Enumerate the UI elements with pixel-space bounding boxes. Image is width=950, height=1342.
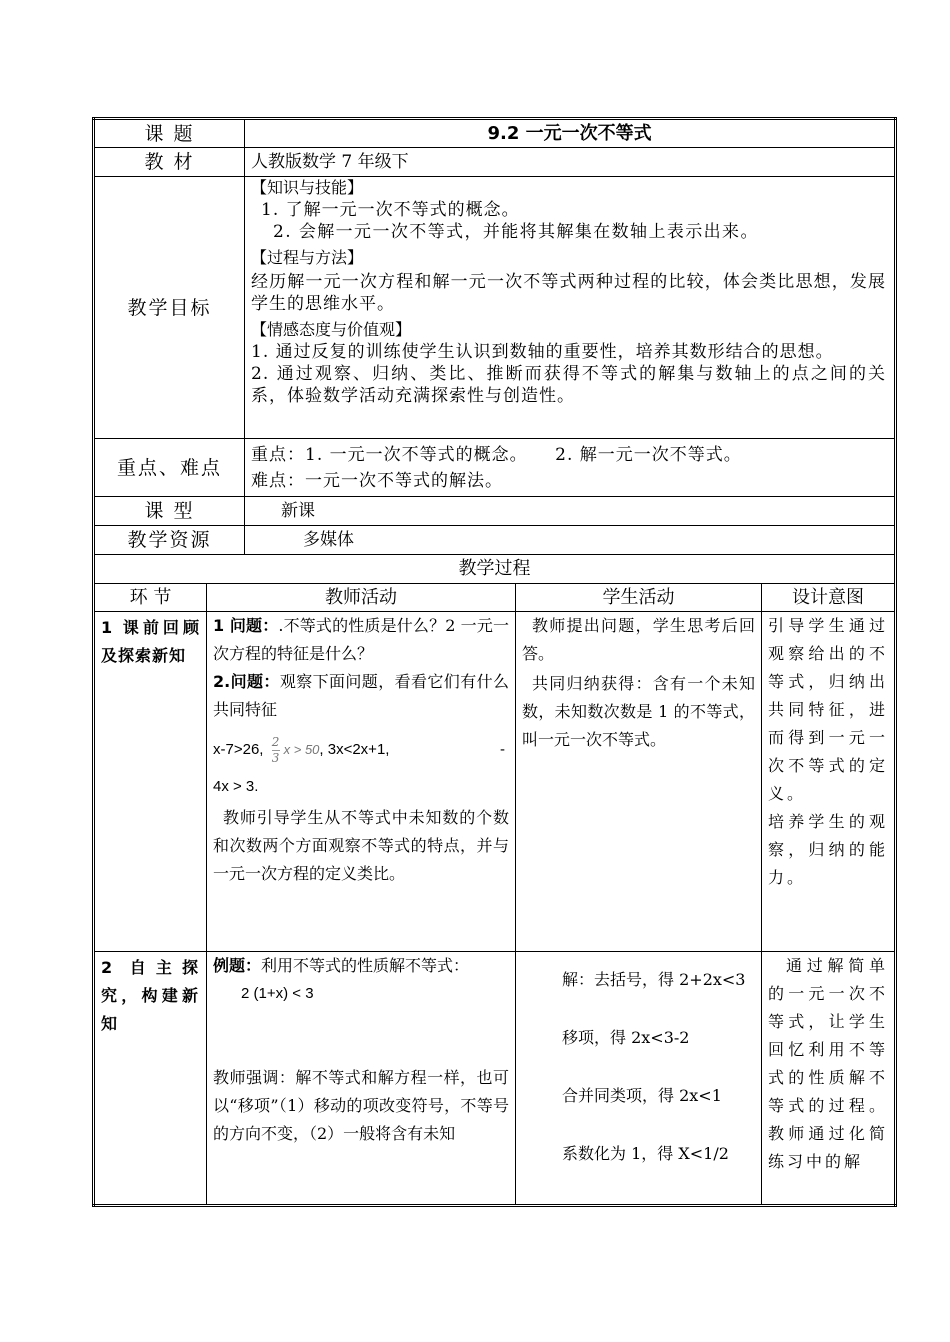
resources-value: 多媒体 [245, 526, 896, 555]
knowledge-heading: 【知识与技能】 [251, 178, 364, 197]
stage-1-question-2 [213, 668, 509, 724]
lesson-plan-table [92, 117, 897, 1207]
knowledge-item-1: 1. 了解一元一次不等式的概念。 [261, 200, 520, 220]
difficult-point-line: 难点：一元一次不等式的解法。 [251, 470, 504, 491]
fraction-denominator: 3 [271, 750, 280, 765]
fraction-numerator: 2 [271, 734, 280, 749]
teacher-emphasis: 教师强调：解不等式和解方程一样，也可以“移项”（1）移动的项改变符号，不等号的方向不变，（2）一般将含有未知 [213, 1068, 510, 1143]
intent-text-1: 引导学生通过观察给出的不等式，归纳出共同特征，进而得到一元一次不等式的定义。 [768, 616, 889, 803]
goals-row [94, 177, 896, 439]
fraction-two-thirds [272, 736, 280, 765]
process-title-row [94, 555, 896, 584]
stage-1-student [516, 612, 762, 952]
column-header-teacher: 教师活动 [207, 584, 516, 612]
inequality-a: x-7>26, [213, 741, 264, 758]
student-activity-1: 教师提出问题，学生思考后回答。 [522, 616, 756, 663]
textbook-label: 教 材 [94, 148, 245, 177]
teacher-guide-text: 教师引导学生从不等式中未知数的个数和次数两个方面观察不等式的特点，并与一元一次方程的定义类比。 [213, 808, 510, 883]
column-header-stage: 环 节 [94, 584, 207, 612]
inequality-b: , 3x<2x+1, [319, 741, 390, 758]
key-points-label: 重点、难点 [94, 439, 245, 497]
question-1-label: 1 问题： [213, 616, 279, 635]
column-header-student: 学生活动 [516, 584, 762, 612]
process-text: 经历解一元一次方程和解一元一次不等式两种过程的比较，体会类比思想，发展学生的思维水平。 [251, 272, 887, 314]
lesson-type-row [94, 497, 896, 526]
stage-2-teacher [207, 952, 516, 1206]
textbook-value: 人教版数学 7 年级下 [245, 148, 896, 177]
textbook-row [94, 148, 896, 177]
example-expression: 2 (1+x) < 3 [241, 985, 314, 1002]
lesson-type-value: 新课 [245, 497, 896, 526]
key-point-line: 重点：1. 一元一次不等式的概念。 2. 解一元一次不等式。 [251, 444, 742, 465]
example-line [213, 952, 509, 980]
solution-step-3: 合并同类项，得 2x<1 [562, 1086, 722, 1105]
fraction-rest: x > 50 [283, 742, 320, 757]
goals-label: 教学目标 [94, 177, 245, 439]
lesson-plan-page [92, 117, 889, 1207]
key-points-content [245, 439, 896, 497]
inequality-c: 4x > 3. [213, 778, 259, 795]
stage-1-question-1 [213, 612, 509, 668]
topic-value: 9.2 一元一次不等式 [245, 119, 896, 148]
solution-step-2: 移项，得 2x<3-2 [562, 1028, 690, 1047]
emotion-item-1: 1. 通过反复的训练使学生认识到数轴的重要性，培养其数形结合的思想。 [251, 342, 834, 362]
example-text: 利用不等式的性质解不等式： [261, 956, 470, 975]
question-1-text: .不等式的性质是什么？2 一元一次方程的特征是什么？ [213, 616, 509, 663]
stage-2-intent [762, 952, 896, 1206]
stage-2-row [94, 952, 896, 1206]
stage-2-name: 2 自主探究，构建新知 [94, 952, 207, 1206]
question-2-label: 2.问题： [213, 672, 280, 691]
knowledge-item-2: 2. 会解一元一次不等式，并能将其解集在数轴上表示出来。 [273, 222, 759, 242]
student-activity-2: 共同归纳获得：含有一个未知数，未知数次数是 1 的不等式，叫一元一次不等式。 [522, 674, 756, 749]
stage-1-teacher [207, 612, 516, 952]
intent-text-2: 培养学生的观察，归纳的能力。 [768, 812, 889, 887]
process-header-row [94, 584, 896, 612]
inequality-examples [213, 730, 509, 770]
minus-sign: - [500, 741, 506, 758]
emotion-heading: 【情感态度与价值观】 [251, 320, 412, 339]
lesson-type-label: 课 型 [94, 497, 245, 526]
topic-row [94, 119, 896, 148]
resources-row [94, 526, 896, 555]
question-2-text: 观察下面问题，看看它们有什么共同特征 [213, 672, 509, 719]
goals-content [245, 177, 896, 439]
stage-1-intent [762, 612, 896, 952]
resources-label: 教学资源 [94, 526, 245, 555]
stage-1-row [94, 612, 896, 952]
solution-step-4: 系数化为 1，得 X<1/2 [562, 1144, 729, 1163]
key-points-row [94, 439, 896, 497]
column-header-intent: 设计意图 [762, 584, 896, 612]
process-heading: 【过程与方法】 [251, 248, 364, 267]
stage-1-name: 1 课前回顾及探索新知 [94, 612, 207, 952]
emotion-item-2: 2. 通过观察、归纳、类比、推断而获得不等式的解集与数轴上的点之间的关系，体验数学活动充满探索性与创造性。 [251, 364, 887, 406]
process-title: 教学过程 [94, 555, 896, 584]
topic-label: 课 题 [94, 119, 245, 148]
solution-step-1: 解：去括号，得 2+2x<3 [562, 970, 746, 989]
stage-2-student [516, 952, 762, 1206]
example-label: 例题： [213, 956, 262, 975]
stage-2-intent-text: 通过解简单的一元一次不等式，让学生回忆利用不等式的性质解不等式的过程。教师通过化简练习中的解 [768, 956, 889, 1171]
